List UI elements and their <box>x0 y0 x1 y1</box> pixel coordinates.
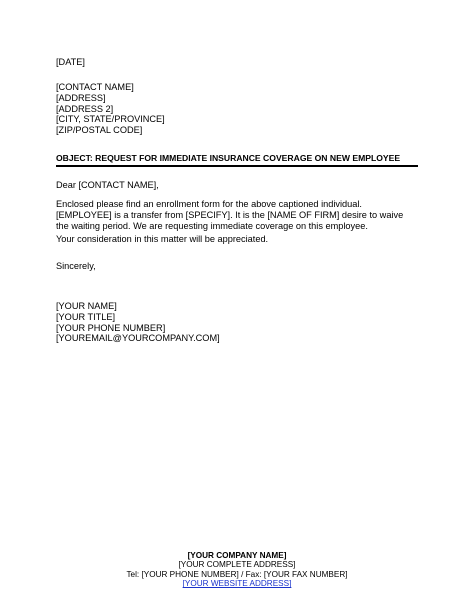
salutation: Dear [CONTACT NAME], <box>56 180 159 190</box>
signature-name: [YOUR NAME] <box>56 301 117 311</box>
signature-block <box>56 301 220 344</box>
recipient-address-line-1: [ADDRESS] <box>56 92 106 103</box>
body-paragraph-2: Your consideration in this matter will be appreciated. <box>56 234 269 244</box>
signature-email: [YOUREMAIL@YOURCOMPANY.COM] <box>56 333 220 344</box>
footer-website-link[interactable]: [YOUR WEBSITE ADDRESS] <box>182 579 292 589</box>
letter-date: [DATE] <box>56 57 85 67</box>
recipient-zip: [ZIP/POSTAL CODE] <box>56 125 143 136</box>
body-paragraph-1: Enclosed please find an enrollment form for the above captioned individual. [EMPLOYEE] is a transfer from [SPECIFY]. It is the [NAME OF FIRM] desire to waive the waiting period. We are requesting immediate coverage on this employee. <box>56 199 404 231</box>
footer-phone-fax: Tel: [YOUR PHONE NUMBER] / Fax: [YOUR FAX NUMBER] <box>126 569 348 579</box>
recipient-city-state: [CITY, STATE/PROVINCE] <box>56 114 165 125</box>
object-line: OBJECT: REQUEST FOR IMMEDIATE INSURANCE COVERAGE ON NEW EMPLOYEE <box>56 153 401 163</box>
title-divider <box>56 165 418 167</box>
signature-title: [YOUR TITLE] <box>56 311 116 322</box>
recipient-address <box>56 82 165 136</box>
footer-address: [YOUR COMPLETE ADDRESS] <box>178 560 296 570</box>
letterhead-footer <box>0 551 474 589</box>
recipient-address-line-2: [ADDRESS 2] <box>56 103 114 114</box>
signature-phone: [YOUR PHONE NUMBER] <box>56 322 166 333</box>
recipient-contact-name: [CONTACT NAME] <box>56 82 134 92</box>
closing: Sincerely, <box>56 261 96 271</box>
footer-company-name: [YOUR COMPANY NAME] <box>187 551 287 560</box>
